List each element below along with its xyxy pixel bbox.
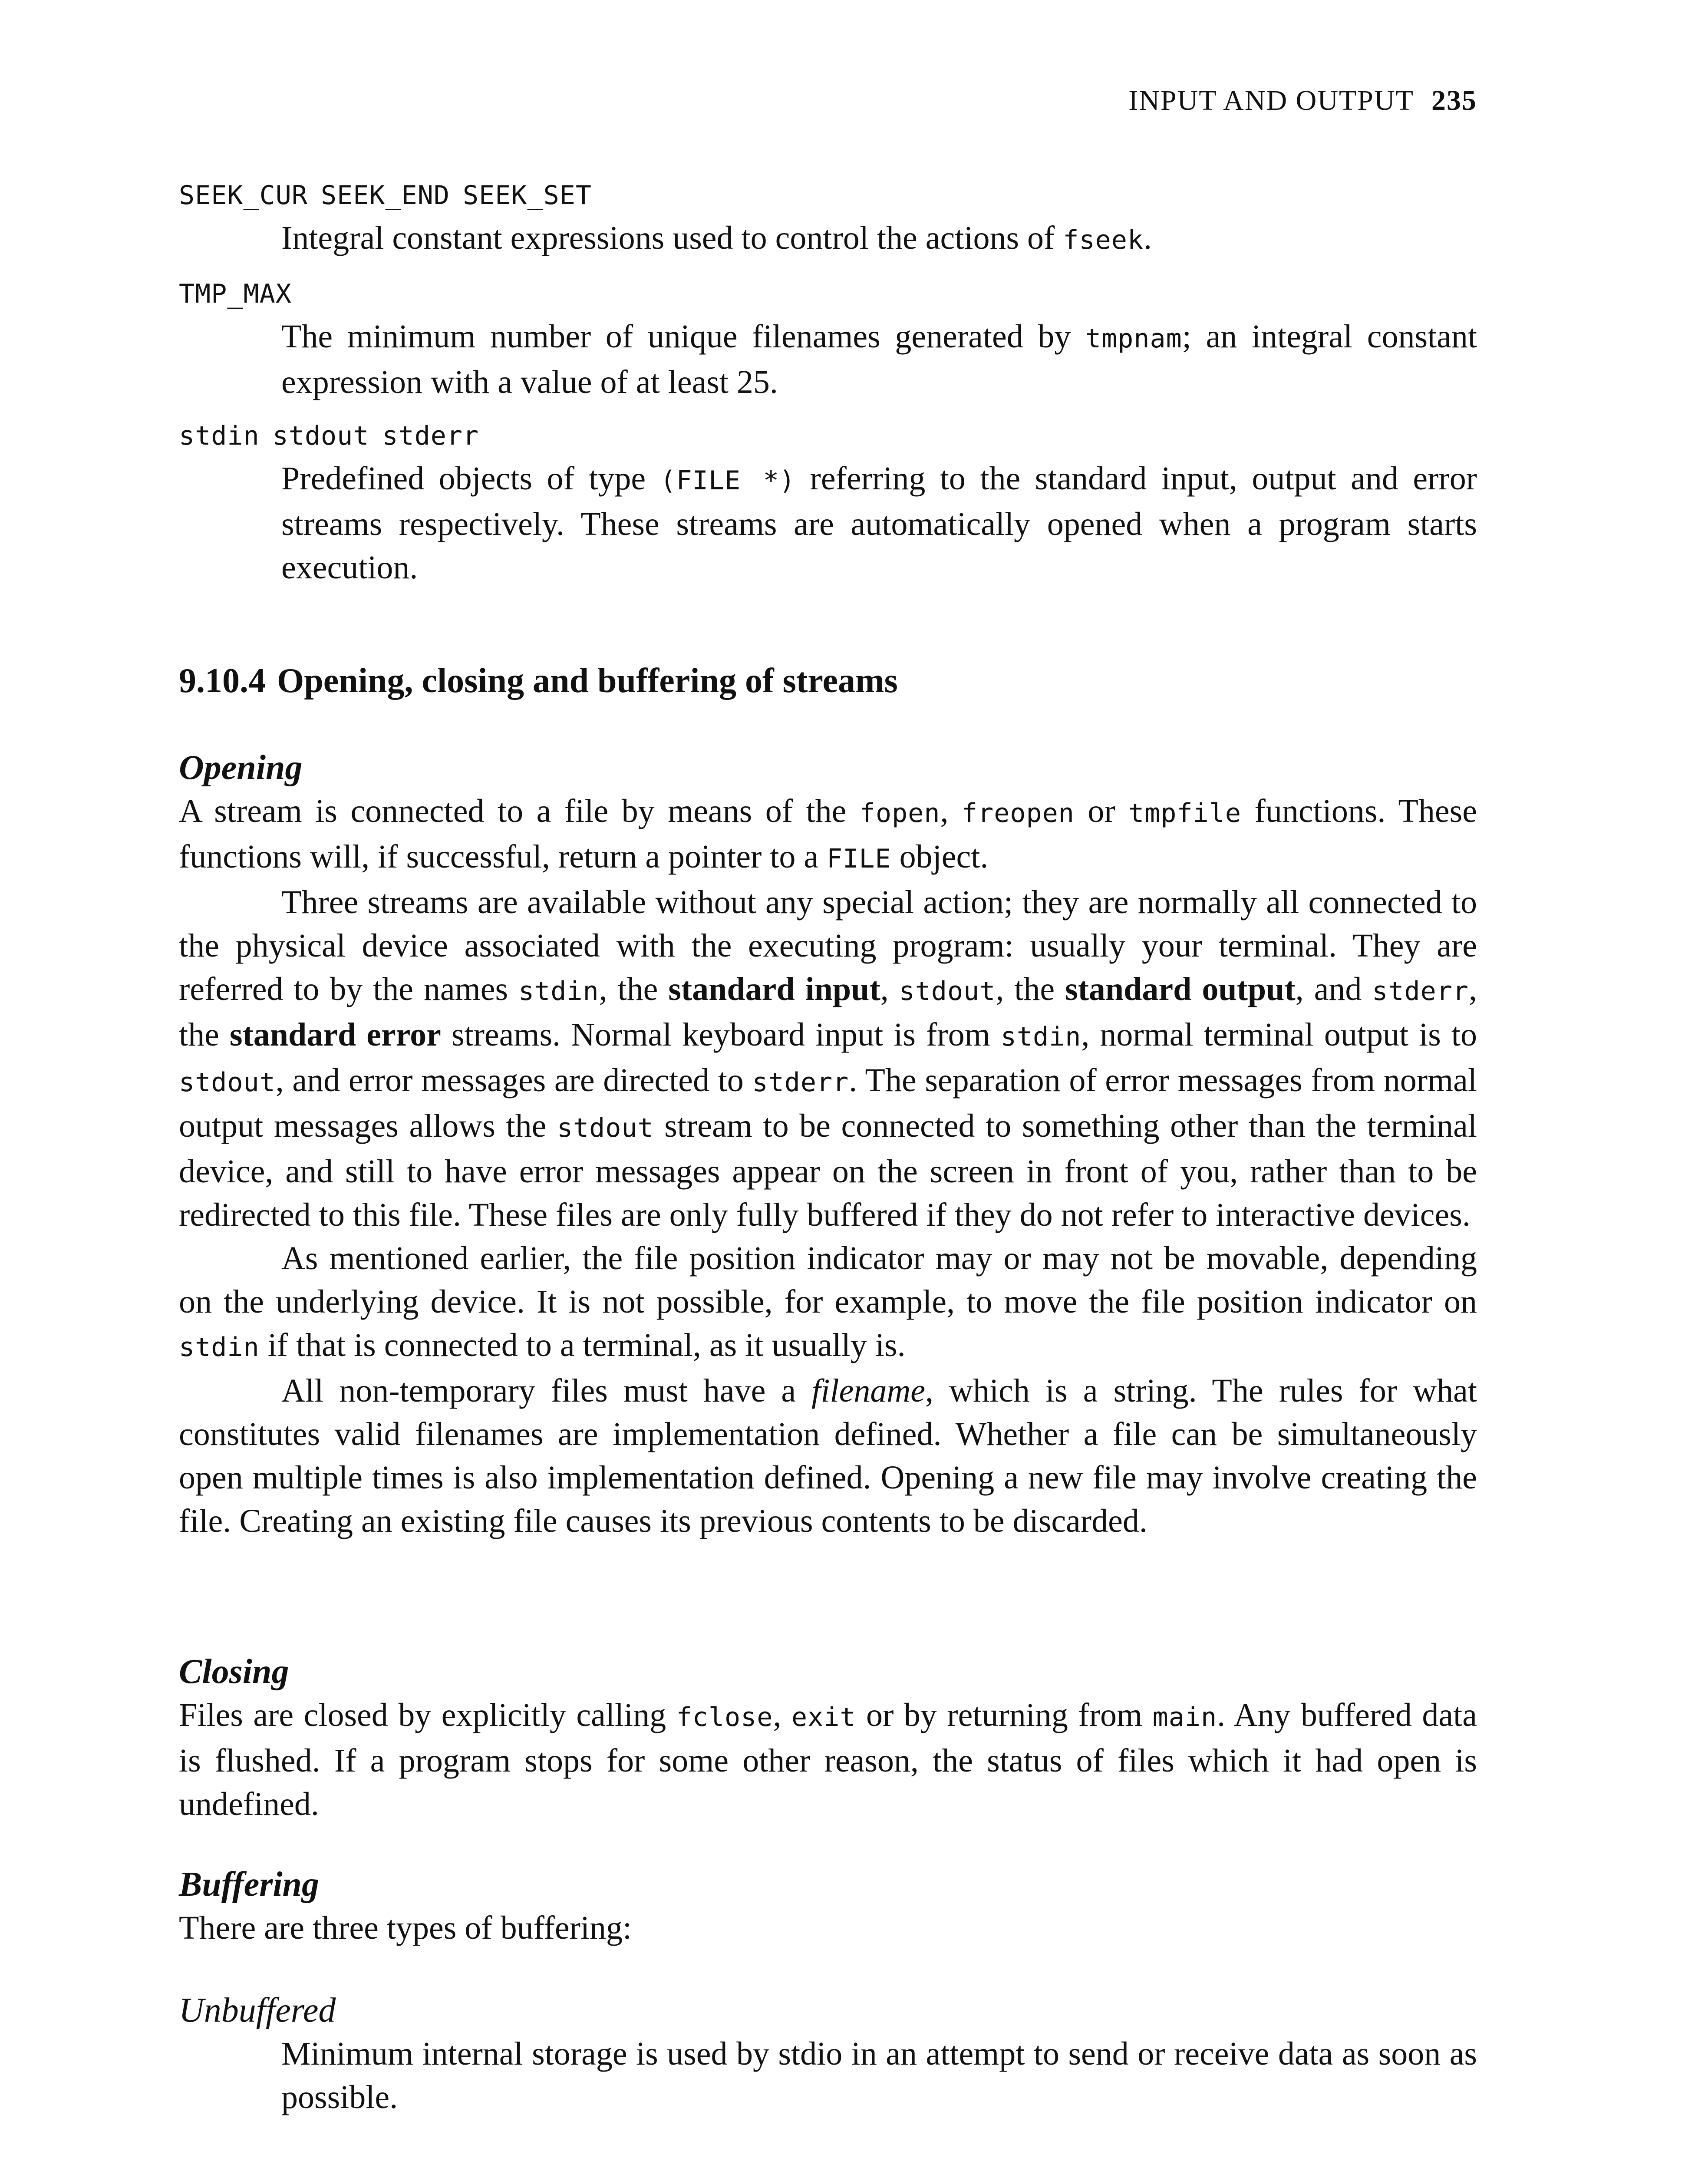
running-head	[1128, 83, 1477, 118]
text-run: All non-temporary files must have a	[281, 1373, 812, 1409]
definition-terms	[179, 415, 1477, 457]
paragraph	[179, 789, 1477, 881]
text-run: ; an integral constant expression with a value of at least 25.	[281, 318, 1477, 400]
text-run: . The separation of error messages from normal output messages allows the	[179, 1062, 1477, 1144]
term-stderr: stderr	[382, 421, 479, 451]
definition-item	[179, 273, 1477, 404]
subsection-closing	[179, 1650, 1477, 1826]
inline-code: fseek	[1063, 225, 1144, 255]
inline-code: stdin	[179, 1332, 260, 1363]
text-run: Files are closed by explicitly calling	[179, 1697, 676, 1733]
inline-code: main	[1152, 1702, 1217, 1732]
bold-term: standard output	[1065, 971, 1296, 1007]
text-run: .	[1143, 220, 1152, 256]
subsection-heading: Closing	[179, 1653, 289, 1691]
inline-code: fopen	[859, 798, 940, 828]
definition-item	[179, 415, 1477, 589]
text-run: ,	[773, 1697, 791, 1733]
text-run: ,	[940, 793, 962, 829]
inline-code: (FILE *)	[660, 465, 796, 496]
definition-description	[281, 315, 1477, 404]
text-run: or by returning from	[856, 1697, 1153, 1733]
text-run: object.	[891, 838, 989, 875]
subsection-heading: Buffering	[179, 1865, 320, 1904]
text-run: referring to the standard input, output and error streams respectively. These streams are automatically opened when a program starts execution.	[281, 460, 1477, 586]
paragraph: There are three types of buffering:	[179, 1910, 632, 1946]
bold-term: standard error	[229, 1016, 441, 1053]
inline-code: tmpnam	[1085, 323, 1182, 354]
paragraph	[179, 1237, 1477, 1369]
section-number: 9.10.4	[179, 662, 266, 700]
buffering-type-description: Minimum internal storage is used by stdio in an attempt to send or receive data as soon as possible.	[281, 2036, 1477, 2115]
text-run: The minimum number of unique filenames generated by	[281, 318, 1086, 355]
paragraph	[179, 1369, 1477, 1543]
text-run: . Any buffered data is flushed. If a program stops for some other reason, the status of files which it had open is undefined.	[179, 1697, 1477, 1822]
text-run: or	[1074, 793, 1129, 829]
text-run: functions. These functions will, if successful, return a pointer to a	[179, 793, 1477, 875]
term-stdout: stdout	[272, 421, 369, 451]
text-run: , the	[179, 971, 1477, 1053]
text-run: streams. Normal keyboard input is from	[441, 1016, 1001, 1053]
definition-item	[179, 175, 1477, 262]
inline-code: fclose	[676, 1702, 773, 1732]
inline-code: exit	[791, 1702, 856, 1732]
text-run: stream to be connected to something other than the terminal device, and still to have error messages appear on the screen in front of you, rather than to be redirected to this file. These files are only fully buffered if they do not refer to interactive devices.	[179, 1108, 1477, 1233]
inline-code: freopen	[962, 798, 1075, 828]
page-number: 235	[1431, 85, 1477, 116]
text-run: ,	[880, 971, 899, 1007]
text-run: Predefined objects of type	[281, 460, 660, 497]
term-seek-set: SEEK_SET	[462, 180, 592, 211]
definition-description	[281, 216, 1477, 262]
term-stdin: stdin	[179, 421, 260, 451]
term-seek-end: SEEK_END	[320, 180, 450, 211]
text-run: , and	[1295, 971, 1372, 1007]
text-run: , and error messages are directed to	[275, 1062, 752, 1099]
term-seek-cur: SEEK_CUR	[179, 180, 308, 211]
term-tmp-max: TMP_MAX	[179, 279, 292, 309]
section-title: Opening, closing and buffering of streams	[277, 662, 898, 700]
buffering-type-unbuffered	[179, 1989, 1477, 2119]
text-run: Three streams are available without any special action; they are normally all connected to the physical device associated with the executing program: usually your terminal. They are referred to by the names	[179, 884, 1477, 1007]
subsection-buffering	[179, 1863, 1477, 2119]
paragraph	[179, 881, 1477, 1237]
paragraph	[179, 1693, 1477, 1826]
inline-code: stdout	[899, 976, 996, 1006]
buffering-type-heading: Unbuffered	[179, 1991, 336, 2029]
running-head-title: INPUT AND OUTPUT	[1128, 85, 1414, 116]
inline-code: stdout	[179, 1067, 276, 1098]
text-run: , the	[599, 971, 669, 1007]
definition-list	[179, 175, 1477, 600]
text-run: As mentioned earlier, the file position indicator may or may not be movable, depending on the underlying device. It is not possible, for example, to move the file position indicator on	[179, 1240, 1477, 1320]
definition-description	[281, 457, 1477, 589]
section-heading	[179, 659, 898, 703]
book-page	[179, 0, 1477, 2171]
subsection-heading: Opening	[179, 749, 303, 787]
text-run: Integral constant expressions used to control the actions of	[281, 220, 1063, 256]
inline-code: stderr	[1372, 976, 1469, 1006]
text-run: , the	[996, 971, 1065, 1007]
inline-code: FILE	[827, 844, 891, 874]
inline-code: stderr	[752, 1067, 849, 1098]
subsection-opening	[179, 746, 1477, 1543]
italic-term: filename	[811, 1373, 925, 1409]
text-run: , which is a string. The rules for what constitutes valid filenames are implementation defined. Whether a file can be simultaneously open multiple times is also implementation defined. Opening a new file may involve creating the file. Creating an existing file causes its previous contents to be discarded.	[179, 1373, 1477, 1539]
text-run: , normal terminal output is to	[1081, 1016, 1477, 1053]
text-run: if that is connected to a terminal, as it usually is.	[259, 1327, 906, 1363]
inline-code: stdout	[557, 1113, 654, 1143]
inline-code: stdin	[518, 976, 599, 1006]
definition-terms	[179, 175, 1477, 216]
bold-term: standard input	[668, 971, 880, 1007]
text-run: A stream is connected to a file by means of the	[179, 793, 860, 829]
inline-code: stdin	[1000, 1022, 1082, 1052]
definition-terms	[179, 273, 1477, 315]
inline-code: tmpfile	[1128, 798, 1242, 828]
